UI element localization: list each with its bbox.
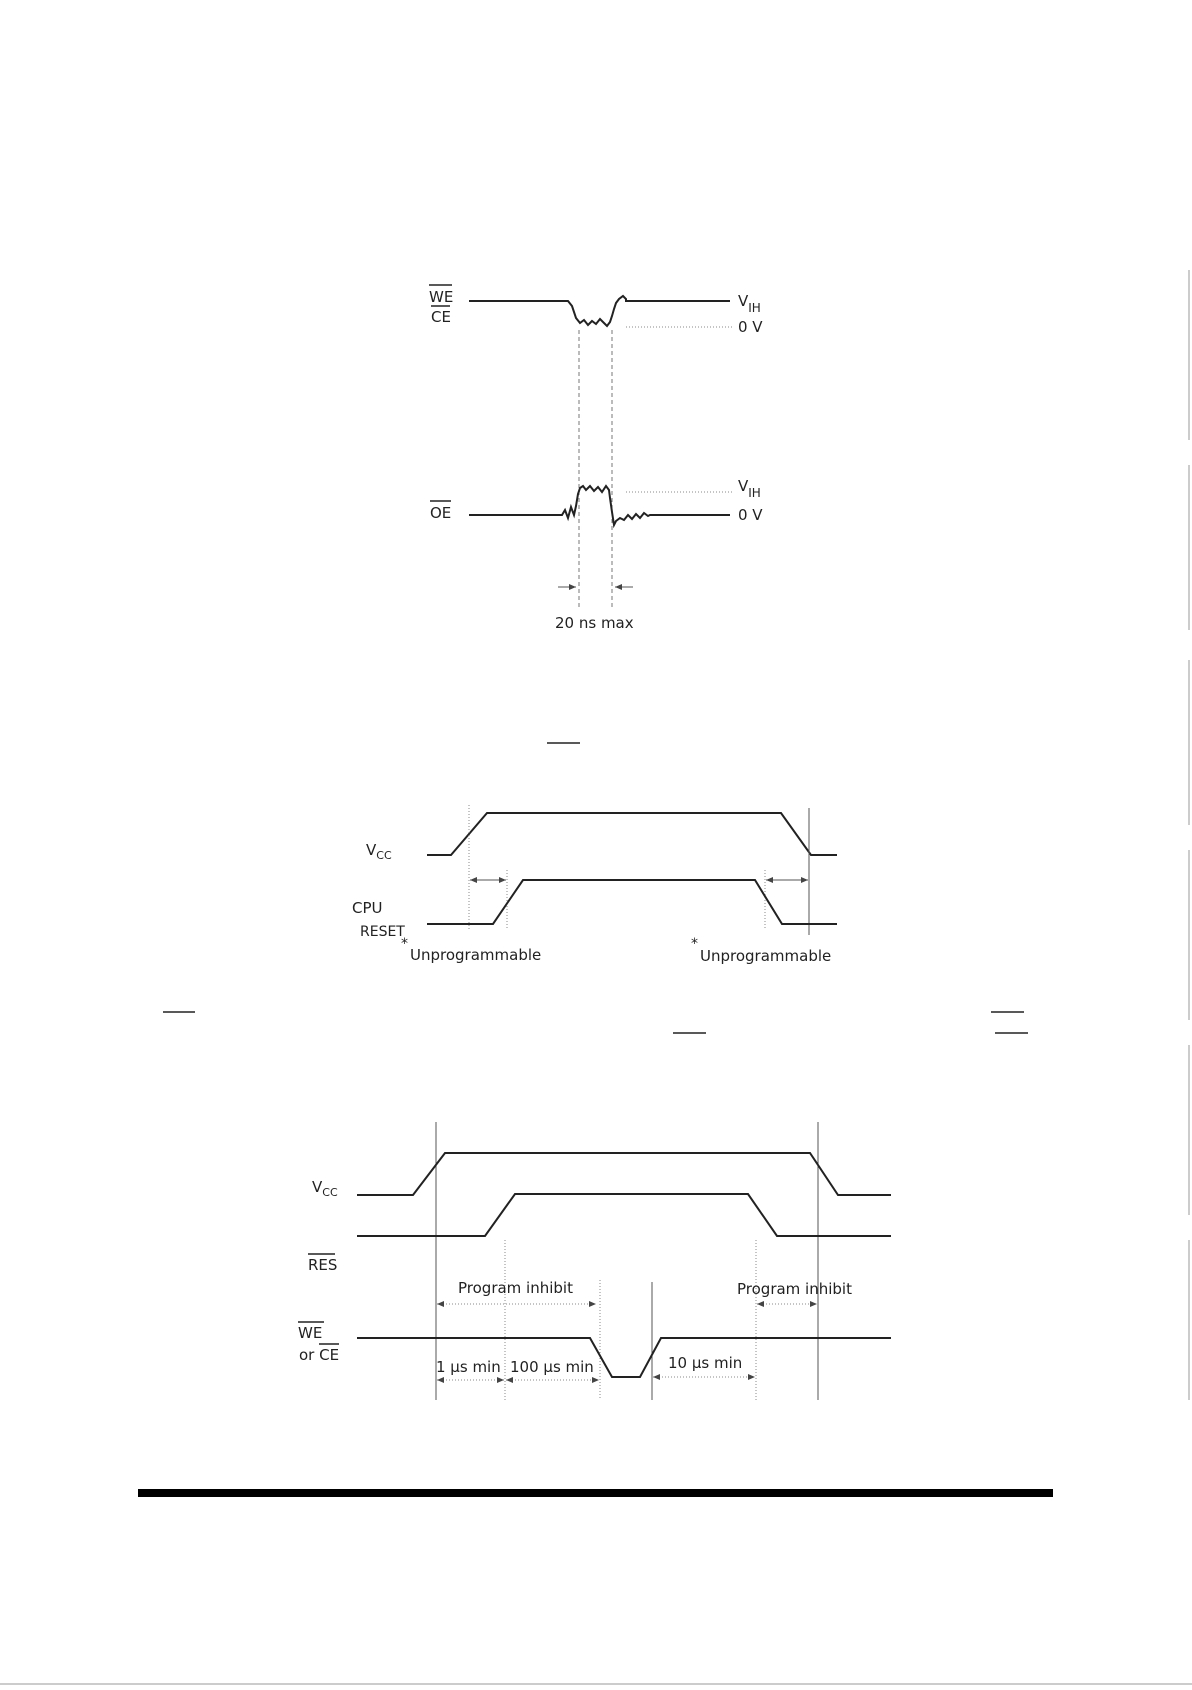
t1-arrowhead-a — [437, 1377, 444, 1383]
or-ce-label: or CE — [299, 1346, 340, 1364]
vcc-waveform-fig3 — [357, 1153, 891, 1195]
zero-v-top-label: 0 V — [738, 318, 763, 336]
width-label: 20 ns max — [555, 614, 634, 632]
oe-label: OE — [430, 504, 452, 522]
figure-vcc-cpu-reset — [352, 805, 837, 965]
res-label: RES — [308, 1256, 338, 1274]
width-arrowhead-right — [615, 584, 622, 590]
unprogrammable-right: Unprogrammable — [700, 947, 832, 965]
t3-arrowhead-b — [748, 1374, 755, 1380]
footer-rule — [138, 1489, 1053, 1497]
program-inhibit-left: Program inhibit — [458, 1279, 573, 1297]
inhibit-arrowhead-right-b — [810, 1301, 817, 1307]
res-waveform — [357, 1194, 891, 1236]
zero-v-bot-label: 0 V — [738, 506, 763, 524]
vih-bot-label: $V_{IH}$ — [738, 477, 761, 500]
vcc-waveform-fig2 — [427, 813, 837, 855]
figure-program-inhibit — [298, 1122, 891, 1400]
delay-arrowhead-right-a — [766, 877, 773, 883]
we-label: WE — [429, 288, 454, 306]
delay-arrowhead-right-b — [801, 877, 808, 883]
cpu-reset-waveform — [427, 880, 837, 924]
inhibit-arrowhead-left-b — [589, 1301, 596, 1307]
delay-arrowhead-left-b — [499, 877, 506, 883]
ce-label: CE — [431, 308, 451, 326]
oe-waveform — [469, 486, 730, 525]
we-label-fig3: WE — [298, 1324, 323, 1342]
delay-arrowhead-left-a — [470, 877, 477, 883]
figure-noise-glitch — [429, 285, 763, 632]
star-right: * — [691, 936, 698, 952]
t3-label: 10 µs min — [668, 1354, 743, 1372]
unprogrammable-left: Unprogrammable — [410, 946, 542, 964]
inhibit-arrowhead-right-a — [757, 1301, 764, 1307]
t1-label: 1 µs min — [436, 1358, 501, 1376]
vcc-label-fig3: $V_{CC}$ — [312, 1178, 338, 1199]
cpu-label: CPU — [352, 899, 383, 917]
t3-arrowhead-a — [653, 1374, 660, 1380]
t2-arrowhead-b — [592, 1377, 599, 1383]
program-inhibit-right: Program inhibit — [737, 1280, 852, 1298]
t1-arrowhead-b — [497, 1377, 504, 1383]
width-arrowhead-left — [569, 584, 576, 590]
t2-label: 100 µs min — [510, 1358, 594, 1376]
vih-top-label: $V_{IH}$ — [738, 292, 761, 315]
inhibit-arrowhead-left-a — [437, 1301, 444, 1307]
we-ce-waveform — [469, 296, 730, 326]
star-left: * — [401, 936, 408, 952]
edge-marks — [0, 270, 1192, 1684]
vcc-label-fig2: $V_{CC}$ — [366, 841, 392, 862]
t2-arrowhead-a — [506, 1377, 513, 1383]
reset-label: RESET — [360, 924, 405, 940]
